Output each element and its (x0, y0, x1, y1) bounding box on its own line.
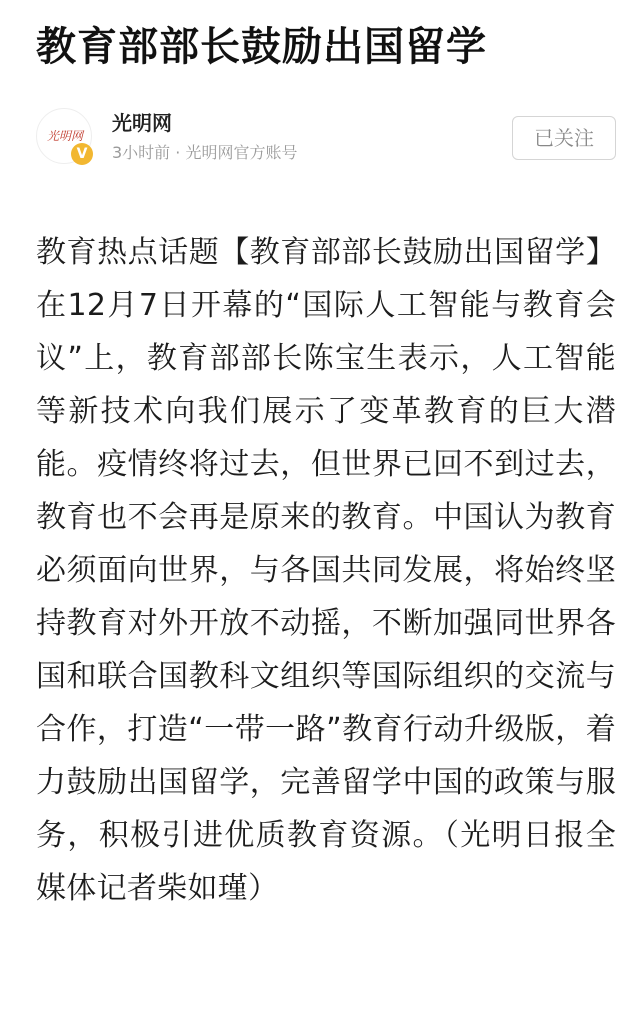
author-name[interactable]: 光明网 (112, 111, 172, 135)
verified-badge-icon: V (71, 143, 93, 165)
article-title: 教育部部长鼓励出国留学 (36, 24, 487, 70)
author-meta: 3小时前 · 光明网官方账号 (112, 143, 298, 162)
author-row (36, 106, 616, 170)
follow-button[interactable]: 已关注 (512, 116, 616, 160)
avatar-logo: 光明网 (46, 129, 83, 143)
article-body: 教育热点话题【教育部部长鼓励出国留学】在12月7日开幕的“国际人工智能与教育会议”上，教育部部长陈宝生表示，人工智能等新技术向我们展示了变革教育的巨大潜能。疫情终将过去，但世界已回不到过去，教育也不会再是原来的教育。中国认为教育必须面向世界，与各国共同发展，将始终坚持教育对外开放不动摇，不断加强同世界各国和联合国教科文组织等国际组织的交流与合作，打造“一带一路”教育行动升级版，着力鼓励出国留学，完善留学中国的政策与服务，积极引进优质教育资源。（光明日报全媒体记者柴如瑾） (36, 235, 616, 906)
author-avatar[interactable] (36, 108, 92, 164)
